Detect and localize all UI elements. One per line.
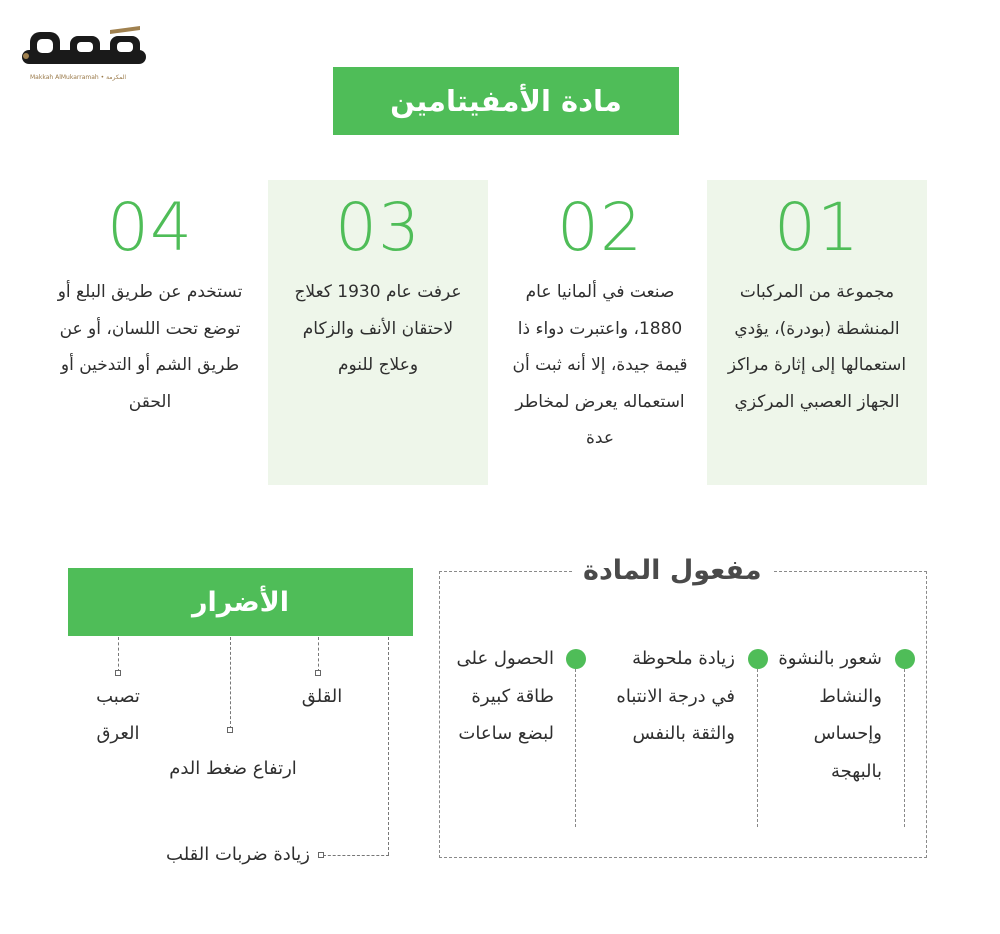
fact-number: 03 (335, 189, 421, 266)
connector-line (318, 637, 319, 672)
bullet-square-icon (115, 670, 121, 676)
fact-number: 01 (774, 189, 860, 266)
connector-line (904, 669, 905, 827)
bullet-square-icon (315, 670, 321, 676)
brand-logo (22, 22, 152, 92)
connector-line (575, 669, 576, 827)
fact-text: صنعت في ألمانيا عام 1880، واعتبرت دواء ذا قيمة جيدة، إلا أنه ثبت أن استعماله يعرض لمخاطر عدة (512, 282, 688, 448)
fact-text: عرفت عام 1930 كعلاج لاحتقان الأنف والزكام وعلاج للنوم (294, 282, 462, 375)
logo-mark-icon (22, 22, 152, 72)
connector-line (323, 855, 389, 856)
effect-item: الحصول على طاقة كبيرة لبضع ساعات (456, 648, 554, 744)
bullet-dot-icon (895, 649, 915, 669)
connector-line (230, 637, 231, 729)
harm-item: تصبب العرق (96, 686, 140, 744)
logo-tagline: Makkah AlMukarramah • المكرمة (30, 74, 127, 81)
bullet-square-icon (227, 727, 233, 733)
effect-title: مفعول المادة (573, 551, 772, 591)
page-title: مادة الأمفيتامين (333, 67, 679, 135)
connector-line (757, 669, 758, 827)
fact-text: مجموعة من المركبات المنشطة (بودرة)، يؤدي استعمالها إلى إثارة مراكز الجهاز العصبي المركزي (727, 282, 907, 412)
fact-card-04 (40, 180, 260, 485)
effect-item: شعور بالنشوة والنشاط وإحساس بالبهجة (778, 648, 882, 782)
effect-item: زيادة ملحوظة في درجة الانتباه والثقة بالنفس (616, 648, 735, 744)
bullet-square-icon (318, 852, 324, 858)
harm-item: ارتفاع ضغط الدم (169, 758, 297, 779)
bullet-dot-icon (748, 649, 768, 669)
fact-card-02 (490, 180, 710, 485)
harm-item: زيادة ضربات القلب (166, 844, 310, 865)
fact-number: 02 (557, 189, 643, 266)
fact-number: 04 (107, 189, 193, 266)
fact-card-03 (268, 180, 488, 485)
connector-line (118, 637, 119, 672)
connector-line (388, 637, 389, 855)
fact-card-01 (707, 180, 927, 485)
fact-text: تستخدم عن طريق البلع أو توضع تحت اللسان، أو عن طريق الشم أو التدخين أو الحقن (57, 282, 243, 412)
harm-item: القلق (301, 686, 343, 707)
bullet-dot-icon (566, 649, 586, 669)
harms-title: الأضرار (68, 568, 413, 636)
